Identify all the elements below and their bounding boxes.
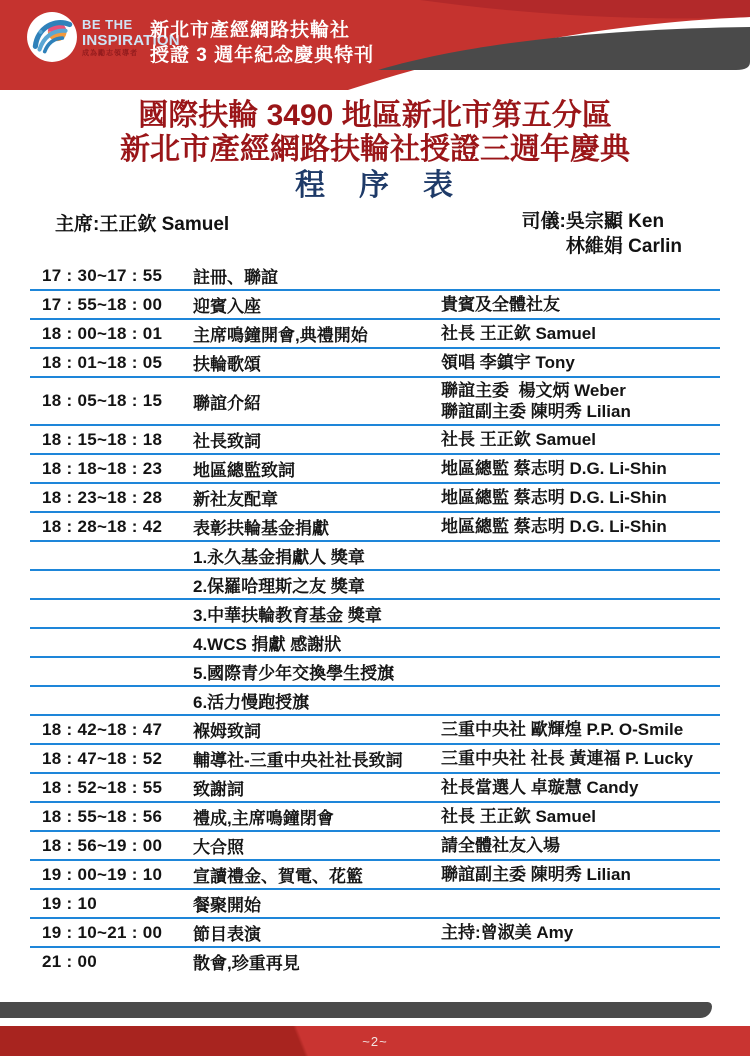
- schedule-row: [30, 455, 720, 484]
- event-cell: 禮成,主席鳴鐘閉會: [193, 809, 334, 828]
- event-cell: 6.活力慢跑授旗: [193, 693, 310, 712]
- time-cell: 19 : 00~19 : 10: [42, 864, 163, 884]
- event-cell: 大合照: [193, 838, 244, 857]
- event-cell: 扶輪歌頌: [193, 355, 261, 374]
- person-cell: 主持:曾淑美 Amy: [441, 923, 574, 942]
- event-cell: 迎賓入座: [193, 297, 261, 316]
- schedule-row: [30, 291, 720, 320]
- event-cell: 輔導社-三重中央社社長致詞: [193, 751, 403, 770]
- person-cell: 聯誼副主委 陳明秀 Lilian: [441, 865, 631, 884]
- person-cell: 聯誼主委 楊文炳 Weber 聯誼副主委 陳明秀 Lilian: [441, 381, 631, 421]
- person-cell: 社長當選人 卓璇慧 Candy: [441, 778, 639, 797]
- schedule-row: [30, 687, 720, 716]
- time-cell: 19 : 10: [42, 893, 98, 913]
- event-cell: 5.國際青少年交換學生授旗: [193, 664, 395, 683]
- time-cell: 18 : 23~18 : 28: [42, 487, 163, 507]
- time-cell: 18 : 28~18 : 42: [42, 516, 163, 536]
- title-line-event: 新北市產經網路扶輪社授證三週年慶典: [120, 133, 630, 166]
- event-cell: 2.保羅哈理斯之友 獎章: [193, 577, 365, 596]
- footer-gray-bar: [0, 1002, 712, 1018]
- page-header: [0, 0, 750, 90]
- time-cell: 18 : 56~19 : 00: [42, 835, 163, 855]
- schedule-row: [30, 349, 720, 378]
- person-cell: 領唱 李鎮宇 Tony: [441, 353, 575, 372]
- schedule-row: [30, 919, 720, 948]
- schedule-row: [30, 832, 720, 861]
- roles-line: [0, 205, 750, 259]
- person-cell: 社長 王正欽 Samuel: [441, 807, 596, 826]
- schedule-row: [30, 745, 720, 774]
- schedule-row: [30, 948, 720, 975]
- mc-block: [522, 209, 682, 259]
- mc-label: 司儀:: [521, 211, 566, 232]
- event-cell: 社長致詞: [193, 432, 261, 451]
- schedule-row: [30, 542, 720, 571]
- time-cell: 18 : 00~18 : 01: [42, 323, 163, 343]
- person-cell: 社長 王正欽 Samuel: [441, 324, 596, 343]
- schedule-row: [30, 890, 720, 919]
- club-name: 新北市產經網路扶輪社: [150, 20, 351, 41]
- schedule-row: [30, 262, 720, 291]
- footer-red-bar: [0, 1026, 750, 1056]
- time-cell: 18 : 42~18 : 47: [42, 719, 163, 739]
- person-cell: 貴賓及全體社友: [441, 295, 560, 314]
- person-cell: 地區總監 蔡志明 D.G. Li-Shin: [441, 459, 667, 478]
- title-program: 程 序 表: [295, 169, 455, 202]
- event-cell: 4.WCS 捐獻 感謝狀: [193, 635, 342, 654]
- schedule-row: [30, 774, 720, 803]
- title-line-district: 國際扶輪 3490 地區新北市第五分區: [138, 99, 612, 132]
- schedule-row: [30, 484, 720, 513]
- page-number: ~2~: [362, 1033, 388, 1049]
- schedule-row: [30, 803, 720, 832]
- person-cell: 三重中央社 社長 黃連福 P. Lucky: [441, 749, 693, 768]
- schedule-row: [30, 513, 720, 542]
- schedule-row: [30, 658, 720, 687]
- mc-name-2: 林維娟 Carlin: [565, 236, 682, 257]
- time-cell: 21 : 00: [42, 951, 98, 971]
- time-cell: 18 : 52~18 : 55: [42, 777, 163, 797]
- time-cell: 19 : 10~21 : 00: [42, 922, 163, 942]
- mc-name-1: 吳宗顯 Ken: [565, 211, 665, 232]
- time-cell: 18 : 01~18 : 05: [42, 352, 163, 372]
- event-cell: 宣讀禮金、賀電、花籃: [193, 867, 363, 886]
- event-cell: 餐聚開始: [193, 896, 261, 915]
- person-cell: 地區總監 蔡志明 D.G. Li-Shin: [441, 517, 667, 536]
- logo-tagline: 成為勵志領導者: [82, 49, 138, 57]
- time-cell: 18 : 15~18 : 18: [42, 429, 163, 449]
- event-cell: 散會,珍重再見: [193, 954, 300, 973]
- time-cell: 18 : 18~18 : 23: [42, 458, 163, 478]
- time-cell: 18 : 05~18 : 15: [42, 391, 163, 410]
- chair-label: 主席:王正欽 Samuel: [55, 214, 230, 235]
- event-cell: 註冊、聯誼: [193, 268, 278, 287]
- event-cell: 地區總監致詞: [193, 461, 295, 480]
- schedule-row: [30, 861, 720, 890]
- person-cell: 三重中央社 歐輝煌 P.P. O-Smile: [441, 720, 684, 739]
- event-cell: 1.永久基金捐獻人 獎章: [193, 548, 365, 567]
- schedule-row: [30, 378, 720, 426]
- schedule-row: [30, 629, 720, 658]
- title-block: [0, 99, 750, 205]
- event-cell: 表彰扶輪基金捐獻: [193, 519, 329, 538]
- event-cell: 節目表演: [193, 925, 261, 944]
- issue-title: 授證 3 週年紀念慶典特刊: [150, 45, 375, 66]
- time-cell: 17 : 55~18 : 00: [42, 294, 163, 314]
- logo-text-line1: BE THE: [82, 16, 133, 32]
- event-cell: 主席鳴鐘開會,典禮開始: [193, 326, 368, 345]
- person-cell: 社長 王正欽 Samuel: [441, 430, 596, 449]
- person-cell: 請全體社友入場: [441, 836, 560, 855]
- schedule-row: [30, 320, 720, 349]
- schedule-row: [30, 571, 720, 600]
- event-cell: 聯誼介紹: [193, 393, 261, 413]
- person-cell: 地區總監 蔡志明 D.G. Li-Shin: [441, 488, 667, 507]
- time-cell: 18 : 55~18 : 56: [42, 806, 163, 826]
- schedule-row: [30, 600, 720, 629]
- event-cell: 新社友配章: [193, 490, 278, 509]
- wave-logo-icon: [26, 11, 78, 63]
- time-cell: 17 : 30~17 : 55: [42, 265, 163, 285]
- logo-text-line2: INSPIRATION: [82, 31, 180, 49]
- event-cell: 褓姆致詞: [193, 722, 261, 741]
- event-cell: 3.中華扶輪教育基金 獎章: [193, 606, 382, 625]
- event-cell: 致謝詞: [193, 780, 244, 799]
- schedule-row: [30, 716, 720, 745]
- time-cell: 18 : 47~18 : 52: [42, 748, 163, 768]
- schedule-row: [30, 426, 720, 455]
- schedule-table: [30, 262, 720, 975]
